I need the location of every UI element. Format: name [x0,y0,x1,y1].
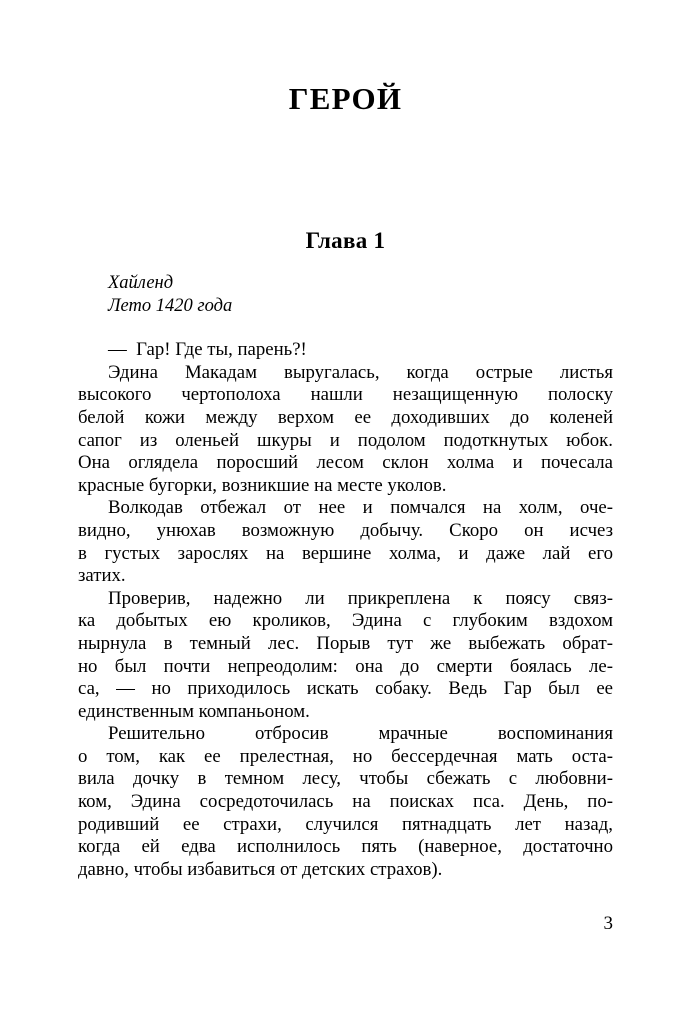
body-line: Она оглядела поросший лесом склон холма и почесала [78,452,613,474]
scene-date: Лето 1420 года [108,295,233,316]
chapter-title: Глава 1 [305,228,386,253]
body-line: — Гар! Где ты, парень?! [108,339,307,361]
body-line: ком, Эдина сосредоточилась на поисках пса. День, по- [78,791,613,813]
body-line: белой кожи между верхом ее доходивших до коленей [78,406,613,428]
text-block [78,272,613,881]
body-line: давно, чтобы избавиться от детских страхов). [78,858,443,880]
body-line: нырнула в темный лес. Порыв тут же выбежать обрат- [78,632,613,654]
body-line: Волкодав отбежал от нее и помчался на холм, оче- [108,497,613,519]
body-line: но был почти непреодолим: она до смерти боялась ле- [78,655,613,677]
body-line: Решительно отбросив мрачные воспоминания [108,723,613,745]
body-line: красные бугорки, возникшие на месте уколов. [78,474,447,496]
body-line: сапог из оленьей шкуры и подолом подоткнутых юбок. [78,429,613,451]
body-line: единственным компаньоном. [78,700,310,722]
body-line: затих. [78,565,126,587]
page-number: 3 [603,913,613,934]
body-line: в густых зарослях на вершине холма, и даже лай его [78,542,613,564]
scene-place: Хайленд [108,273,174,293]
body-line: Проверив, надежно ли прикреплена к поясу связ- [108,587,613,609]
body-line: высокого чертополоха нашли незащищенную полоску [78,384,613,406]
body-line: когда ей едва исполнилось пять (наверное, достаточно [78,836,613,858]
body-text [78,317,613,881]
body-line: родивший ее страхи, случился пятнадцать лет назад, [78,813,613,835]
body-line: Эдина Макадам выругалась, когда острые листья [108,361,613,383]
book-title: ГЕРОЙ [288,81,403,116]
body-line: видно, унюхав возможную добычу. Скоро он исчез [78,519,613,541]
body-line: о том, как ее прелестная, но бессердечная мать оста- [78,745,613,767]
scene-setting-note [78,272,613,317]
body-line: ка добытых ею кроликов, Эдина с глубоким вздохом [78,610,613,632]
body-line: вила дочку в темном лесу, чтобы сбежать с любовни- [78,768,613,790]
body-line: са, — но приходилось искать собаку. Ведь Гар был ее [78,678,613,700]
